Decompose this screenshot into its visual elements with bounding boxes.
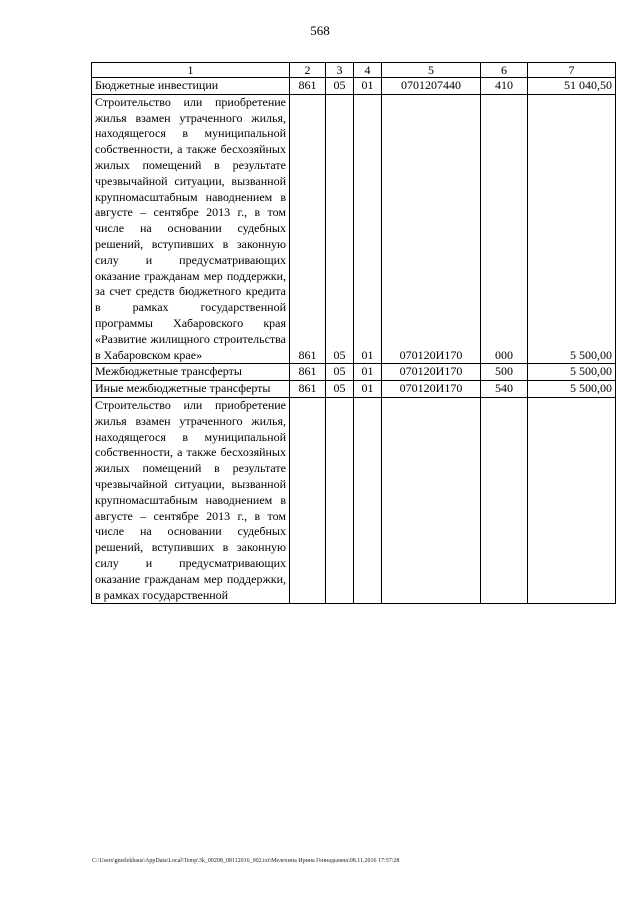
cell-expense-type: 000 — [481, 94, 528, 364]
cell-section: 05 — [326, 364, 354, 381]
cell-amount: 5 500,00 — [528, 381, 616, 398]
cell-expense-type: 410 — [481, 78, 528, 95]
cell-section: 05 — [326, 78, 354, 95]
cell-subsection: 01 — [354, 94, 382, 364]
cell-section: 05 — [326, 94, 354, 364]
column-header-6: 6 — [481, 63, 528, 78]
cell-section: 05 — [326, 381, 354, 398]
cell-amount — [528, 397, 616, 603]
document-footer-path: C:\Users\gmelekhaus\AppData\Local\Temp\3k_00208_08112016_002.txt\Мелехина Ирина Геннадьевна\08.11.2016 17:57:28 — [92, 858, 400, 864]
cell-target-article: 0701207440 — [382, 78, 481, 95]
row-description: Бюджетные инвестиции — [92, 78, 290, 95]
table-row — [92, 364, 616, 381]
column-header-2: 2 — [290, 63, 326, 78]
cell-code: 861 — [290, 381, 326, 398]
cell-code: 861 — [290, 78, 326, 95]
column-header-1: 1 — [92, 63, 290, 78]
row-description: Строительство или приобретение жилья взамен утраченного жилья, находящегося в муниципальной собственности, а также бесхозяйных жилых помещений в результате чрезвычайной ситуации, вызванной крупномасштабным наводнением в августе – сентябре 2013 г., в том числе на основании судебных решений, вступивших в законную силу и предусматривающих оказание гражданам мер поддержки, в рамках государственной — [92, 397, 290, 603]
cell-subsection: 01 — [354, 364, 382, 381]
cell-amount: 5 500,00 — [528, 94, 616, 364]
column-header-5: 5 — [382, 63, 481, 78]
column-header-4: 4 — [354, 63, 382, 78]
cell-subsection — [354, 397, 382, 603]
cell-code: 861 — [290, 364, 326, 381]
table-row — [92, 94, 616, 364]
column-header-3: 3 — [326, 63, 354, 78]
page-number: 568 — [310, 23, 330, 38]
row-description: Иные межбюджетные трансферты — [92, 381, 290, 398]
row-description: Строительство или приобретение жилья взамен утраченного жилья, находящегося в муниципальной собственности, а также бесхозяйных жилых помещений в результате чрезвычайной ситуации, вызванной крупномасштабным наводнением в августе – сентябре 2013 г., в том числе на основании судебных решений, вступивших в законную силу и предусматривающих оказание гражданам мер поддержки, за счет средств бюджетного кредита в рамках государственной программы Хабаровского края «Развитие жилищного строительства в Хабаровском крае» — [92, 94, 290, 364]
cell-code: 861 — [290, 94, 326, 364]
cell-subsection: 01 — [354, 78, 382, 95]
cell-subsection: 01 — [354, 381, 382, 398]
cell-amount: 51 040,50 — [528, 78, 616, 95]
row-description: Межбюджетные трансферты — [92, 364, 290, 381]
cell-section — [326, 397, 354, 603]
column-header-7: 7 — [528, 63, 616, 78]
table-row — [92, 78, 616, 95]
cell-target-article: 070120И170 — [382, 94, 481, 364]
table-row — [92, 397, 616, 603]
table-header-row — [92, 63, 616, 78]
table-row — [92, 381, 616, 398]
cell-target-article: 070120И170 — [382, 381, 481, 398]
budget-table — [91, 62, 616, 604]
cell-expense-type: 540 — [481, 381, 528, 398]
cell-target-article — [382, 397, 481, 603]
cell-target-article: 070120И170 — [382, 364, 481, 381]
cell-expense-type — [481, 397, 528, 603]
cell-code — [290, 397, 326, 603]
cell-amount: 5 500,00 — [528, 364, 616, 381]
cell-expense-type: 500 — [481, 364, 528, 381]
